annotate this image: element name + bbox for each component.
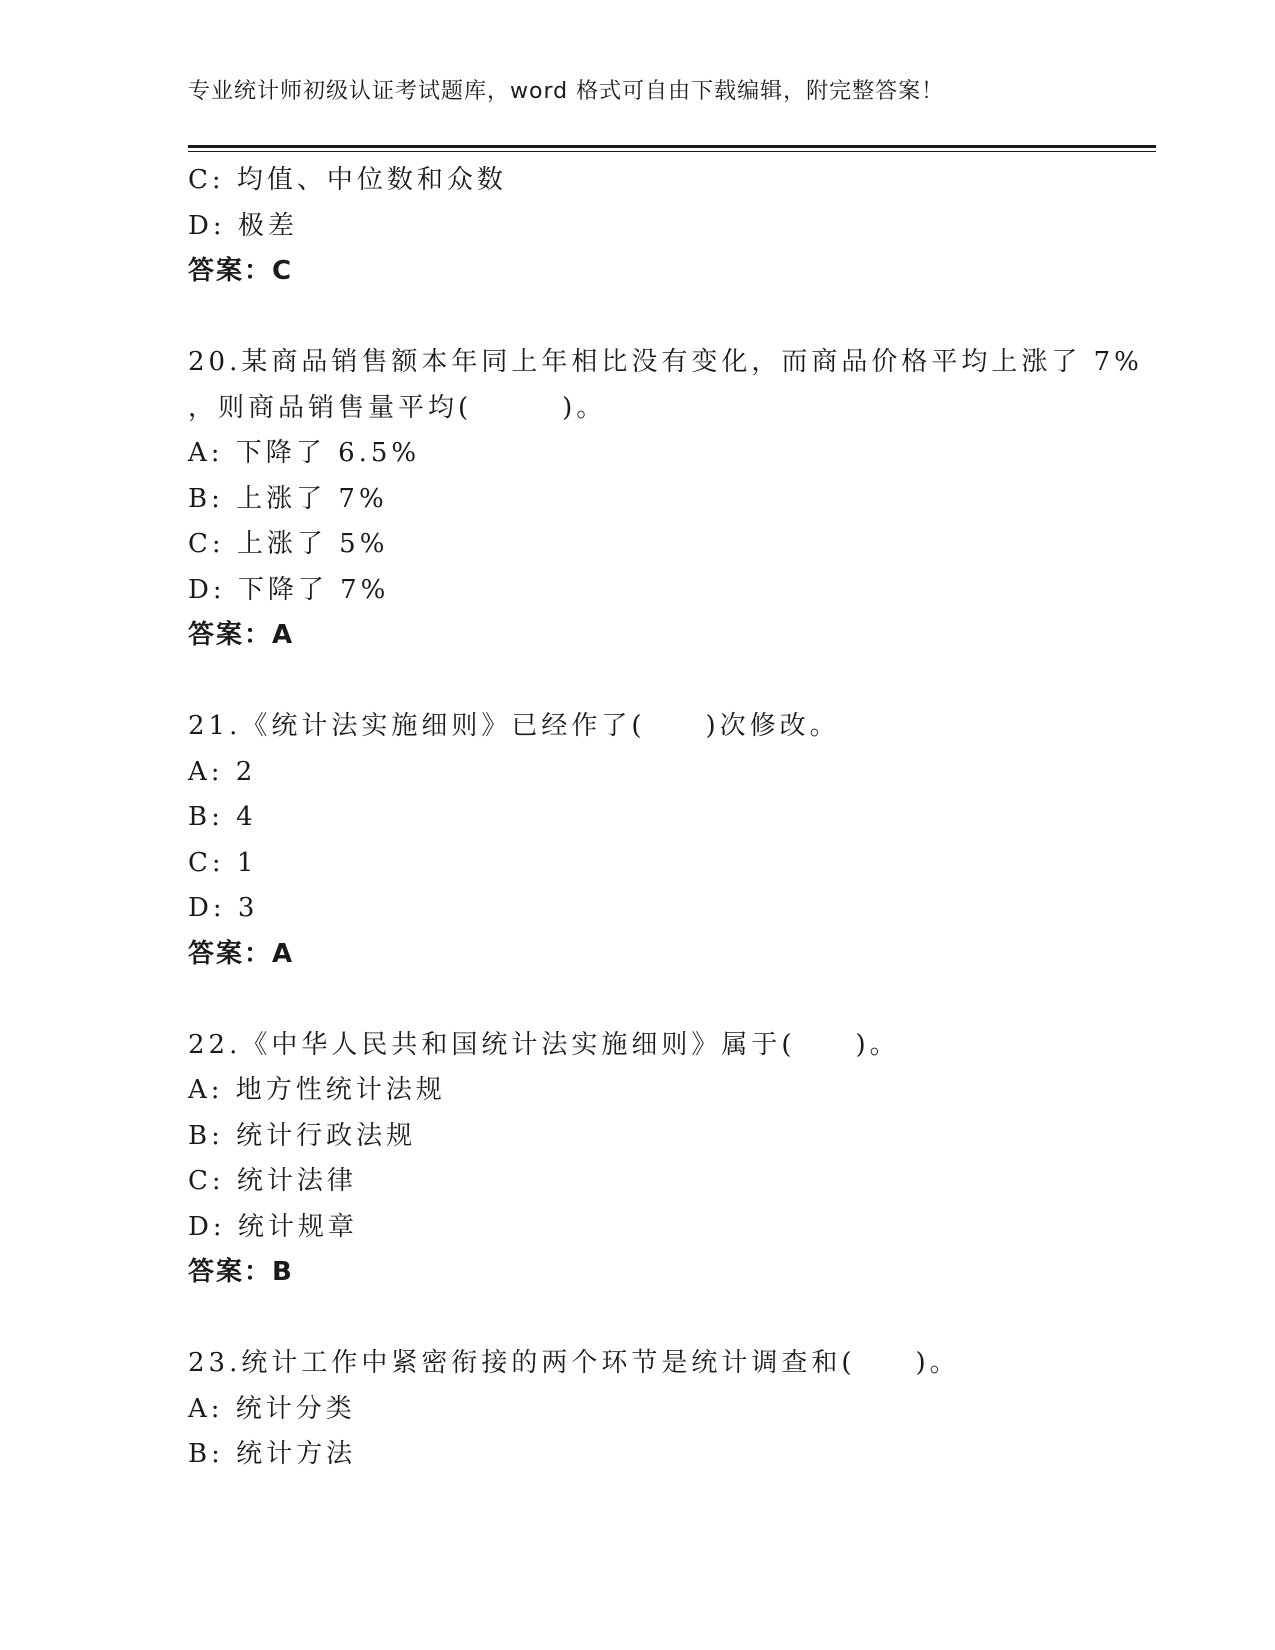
question-title: 21.《统计法实施细则》已经作了( )次修改。 <box>188 711 840 741</box>
option-b: B: 4 <box>188 802 257 832</box>
question-title-line-2: ，则商品销售量平均( )。 <box>188 392 607 423</box>
spacer <box>188 295 1156 341</box>
spacer <box>188 1296 1156 1342</box>
header-rule-thin <box>188 151 1156 152</box>
option-d: D: 下降了 7% <box>188 574 390 605</box>
option-c: C: 上涨了 5% <box>188 529 389 559</box>
option-d: D: 3 <box>188 893 259 923</box>
question-title: 23.统计工作中紧密衔接的两个环节是统计调查和( )。 <box>188 1348 960 1378</box>
question-21 <box>188 704 1156 977</box>
option-a: A: 2 <box>188 756 257 787</box>
option-c: C: 均值、中位数和众数 <box>188 165 507 195</box>
option-c: C: 统计法律 <box>188 1166 357 1196</box>
option-a: A: 统计分类 <box>188 1393 356 1424</box>
question-list <box>188 158 1156 1478</box>
answer-label: 答案：A <box>188 620 295 650</box>
question-20 <box>188 340 1156 659</box>
question-22 <box>188 1023 1156 1296</box>
option-b: B: 上涨了 7% <box>188 483 388 514</box>
option-d: D: 极差 <box>188 210 298 241</box>
answer-label: 答案：A <box>188 938 295 969</box>
answer-label: 答案：B <box>188 1257 294 1287</box>
option-a: A: 下降了 6.5% <box>188 438 421 468</box>
question-title-line-1: 20.某商品销售额本年同上年相比没有变化，而商品价格平均上涨了 7% <box>188 347 1143 377</box>
header-rule-thick <box>188 145 1156 148</box>
option-c: C: 1 <box>188 847 258 878</box>
answer-label: 答案：C <box>188 256 294 286</box>
question-23 <box>188 1341 1156 1478</box>
page-header: 专业统计师初级认证考试题库，word 格式可自由下载编辑，附完整答案！ <box>188 79 945 104</box>
question-19-tail <box>188 158 1156 295</box>
option-d: D: 统计规章 <box>188 1211 358 1242</box>
spacer <box>188 977 1156 1023</box>
question-title: 22.《中华人民共和国统计法实施细则》属于( )。 <box>188 1029 900 1060</box>
option-a: A: 地方性统计法规 <box>188 1075 446 1105</box>
option-b: B: 统计行政法规 <box>188 1120 417 1151</box>
option-b: B: 统计方法 <box>188 1439 357 1469</box>
spacer <box>188 659 1156 705</box>
